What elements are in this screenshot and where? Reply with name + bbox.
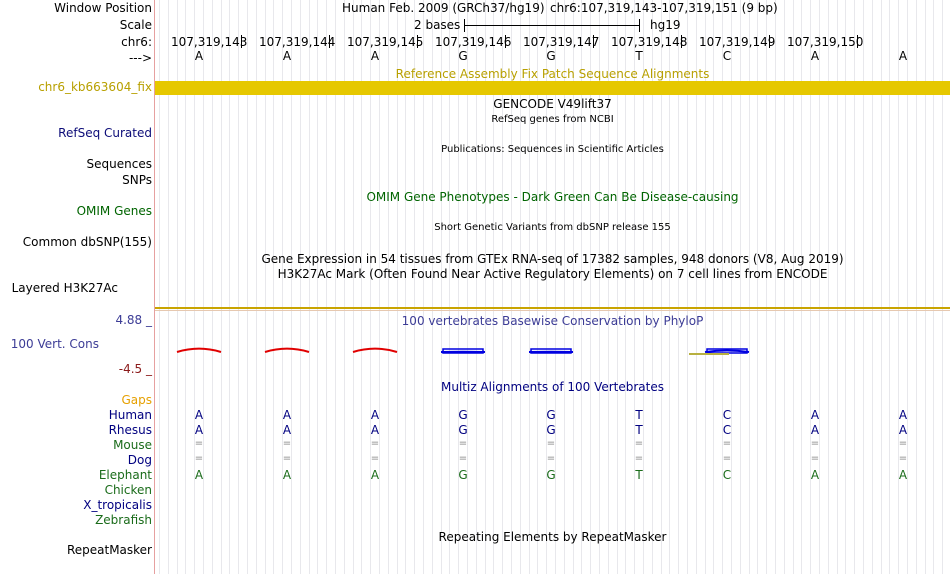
alignment-base: C xyxy=(722,468,732,482)
scale-bar-left-cap xyxy=(464,19,465,32)
alignment-base: = xyxy=(194,453,204,464)
alignment-base: T xyxy=(635,408,643,422)
phylop-min-label: -4.5 _ xyxy=(118,362,152,376)
alignment-base: T xyxy=(635,423,643,437)
scale-text: 2 bases xyxy=(414,18,461,32)
phylop-max-label: 4.88 _ xyxy=(115,313,152,327)
track-group-separator-shadow xyxy=(155,310,950,311)
alignment-base: = xyxy=(898,438,908,449)
omim-title: OMIM Gene Phenotypes - Dark Green Can Be Disease-causing xyxy=(366,190,739,204)
scale-bar xyxy=(464,25,640,26)
h3k27ac-title: H3K27Ac Mark (Often Found Near Active Regulatory Elements) on 7 cell lines from ENCODE xyxy=(277,267,828,281)
alignment-base: = xyxy=(634,438,644,449)
phylop-score-mark xyxy=(353,349,397,352)
chrom-label: chr6: xyxy=(121,35,152,49)
phylop-wiggle[interactable] xyxy=(155,330,950,370)
species-label[interactable]: Chicken xyxy=(104,483,152,497)
window-position-label: Window Position xyxy=(54,1,152,15)
alignment-base: A xyxy=(898,423,908,437)
phylop-label[interactable]: 100 Vert. Cons xyxy=(10,337,99,351)
dbsnp-title: Short Genetic Variants from dbSNP release 155 xyxy=(434,222,671,233)
phylop-title: 100 vertebrates Basewise Conservation by PhyloP xyxy=(401,314,704,328)
refseq-label[interactable]: RefSeq Curated xyxy=(58,126,152,140)
alignment-base: G xyxy=(546,468,556,482)
position-text: chr6:107,319,143-107,319,151 (9 bp) xyxy=(550,1,778,15)
sequence-base: A xyxy=(282,49,292,63)
alignment-base: A xyxy=(194,408,204,422)
alignment-base: = xyxy=(810,438,820,449)
alignment-base: = xyxy=(458,453,468,464)
sequence-base: G xyxy=(458,49,468,63)
alignment-base: G xyxy=(458,408,468,422)
sequence-base: C xyxy=(722,49,732,63)
phylop-score-mark xyxy=(177,349,221,352)
sequence-base: A xyxy=(898,49,908,63)
species-label[interactable]: Human xyxy=(108,408,152,422)
alignment-base: = xyxy=(546,453,556,464)
alignment-base: = xyxy=(810,453,820,464)
alignment-base: = xyxy=(282,438,292,449)
alignment-base: A xyxy=(810,468,820,482)
alignment-base: A xyxy=(370,423,380,437)
sequence-base: G xyxy=(546,49,556,63)
alignment-base: A xyxy=(282,468,292,482)
alignment-base: = xyxy=(722,438,732,449)
refseq-subtitle: RefSeq genes from NCBI xyxy=(491,114,614,125)
alignment-base: G xyxy=(546,423,556,437)
sequence-base: A xyxy=(810,49,820,63)
alignment-base: C xyxy=(722,423,732,437)
gencode-title: GENCODE V49lift37 xyxy=(493,97,612,111)
alignment-base: = xyxy=(282,453,292,464)
alignment-base: T xyxy=(635,468,643,482)
ruler-position: 107,319,143 xyxy=(171,35,248,49)
publications-title: Publications: Sequences in Scientific Articles xyxy=(441,144,664,155)
alignment-base: = xyxy=(546,438,556,449)
alignment-base: A xyxy=(370,468,380,482)
strand-label: ---> xyxy=(128,51,152,65)
fix-patch-label[interactable]: chr6_kb663604_fix xyxy=(38,80,152,94)
sequences-label[interactable]: Sequences xyxy=(86,157,152,171)
track-group-separator xyxy=(155,307,950,309)
alignment-base: = xyxy=(722,453,732,464)
db-text: hg19 xyxy=(650,18,681,32)
scale-bar-right-cap xyxy=(639,19,640,32)
alignment-base: A xyxy=(282,408,292,422)
ruler-position: 107,319,145 xyxy=(347,35,424,49)
species-label[interactable]: Rhesus xyxy=(108,423,152,437)
ruler-position: 107,319,144 xyxy=(259,35,336,49)
alignment-base: = xyxy=(898,453,908,464)
ruler-position: 107,319,150 xyxy=(787,35,864,49)
gaps-label: Gaps xyxy=(121,393,152,407)
snps-label[interactable]: SNPs xyxy=(122,173,152,187)
multiz-title: Multiz Alignments of 100 Vertebrates xyxy=(440,380,665,394)
species-label[interactable]: Zebrafish xyxy=(95,513,152,527)
sequence-base: A xyxy=(370,49,380,63)
ruler-position: 107,319,146 xyxy=(435,35,512,49)
fix-patch-bar[interactable] xyxy=(155,81,950,95)
ruler-position: 107,319,148 xyxy=(611,35,688,49)
alignment-base: C xyxy=(722,408,732,422)
alignment-base: A xyxy=(898,468,908,482)
alignment-base: G xyxy=(458,423,468,437)
ruler-position: 107,319,147 xyxy=(523,35,600,49)
repeatmasker-title: Repeating Elements by RepeatMasker xyxy=(438,530,667,544)
alignment-base: A xyxy=(282,423,292,437)
alignment-base: A xyxy=(810,408,820,422)
species-label[interactable]: Dog xyxy=(127,453,152,467)
species-label[interactable]: Elephant xyxy=(98,468,152,482)
ruler-position: 107,319,149 xyxy=(699,35,776,49)
alignment-base: = xyxy=(370,438,380,449)
alignment-base: A xyxy=(194,423,204,437)
alignment-base: = xyxy=(370,453,380,464)
alignment-base: = xyxy=(194,438,204,449)
fix-patch-title: Reference Assembly Fix Patch Sequence Alignments xyxy=(395,67,710,81)
alignment-base: A xyxy=(370,408,380,422)
gtex-title: Gene Expression in 54 tissues from GTEx RNA-seq of 17382 samples, 948 donors (V8, Aug 2019) xyxy=(261,252,844,266)
h3k27ac-label[interactable]: Layered H3K27Ac xyxy=(11,281,118,295)
species-label[interactable]: X_tropicalis xyxy=(83,498,152,512)
omim-label[interactable]: OMIM Genes xyxy=(76,204,152,218)
alignment-base: A xyxy=(810,423,820,437)
species-label[interactable]: Mouse xyxy=(113,438,152,452)
alignment-base: G xyxy=(546,408,556,422)
dbsnp-label[interactable]: Common dbSNP(155) xyxy=(22,235,152,249)
sequence-base: T xyxy=(635,49,643,63)
assembly-text: Human Feb. 2009 (GRCh37/hg19) xyxy=(342,1,545,15)
sequence-base: A xyxy=(194,49,204,63)
alignment-base: A xyxy=(898,408,908,422)
phylop-score-mark xyxy=(705,351,749,352)
alignment-base: = xyxy=(458,438,468,449)
alignment-base: G xyxy=(458,468,468,482)
alignment-base: A xyxy=(194,468,204,482)
track-label-column xyxy=(0,0,152,574)
alignment-base: = xyxy=(634,453,644,464)
scale-label: Scale xyxy=(119,18,152,32)
phylop-score-mark xyxy=(265,349,309,352)
repeatmasker-label[interactable]: RepeatMasker xyxy=(66,543,152,557)
